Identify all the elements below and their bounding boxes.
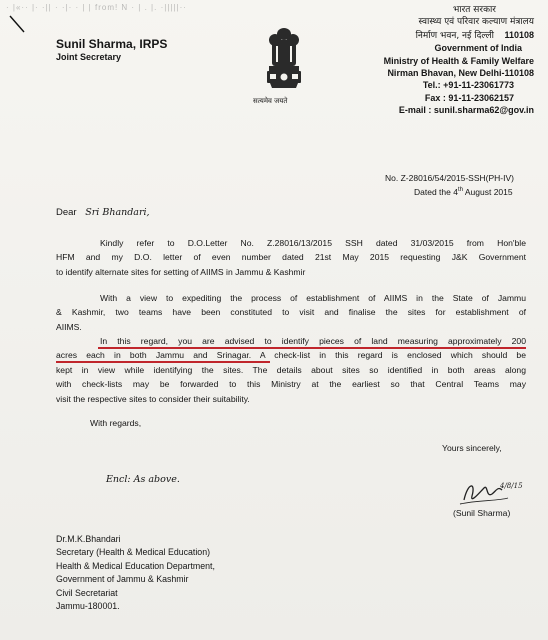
addressee-line: Government of Jammu & Kashmir (56, 574, 189, 585)
letterhead-email: E-mail : sunil.sharma62@gov.in (398, 105, 534, 116)
paragraph-2 (56, 291, 526, 334)
letterhead-tel: Tel.: +91-11-23061773 (422, 80, 514, 91)
paragraph-3-line: kept in view while identifying the sites. The details about sites so identified in both areas along (56, 364, 526, 375)
letterhead-block (384, 4, 534, 117)
addressee-block (56, 533, 215, 613)
paragraph-1-line: HFM and my D.O. letter of even number dated 21st May 2015 requesting J&K Government (56, 252, 526, 263)
letterhead-hindi-1: भारत सरकार (452, 5, 496, 15)
paragraph-3-line: visit the respective sites to consider their suitability. (56, 393, 250, 404)
letterhead-hindi-2: स्वास्थ्य एवं परिवार कल्याण मंत्रालय (418, 17, 534, 28)
letterhead-hindi-3-row (384, 29, 534, 42)
letterhead-address: Nirman Bhavan, New Delhi-110108 (387, 68, 534, 79)
paragraph-3-line: In this regard, you are advised to identify pieces of land measuring approximately 200 (100, 336, 526, 346)
red-underline-2 (56, 361, 270, 363)
paragraph-3-line: with check-lists may be forwarded to this Ministry at the earliest so that Central Teams may (56, 379, 526, 390)
closing-line: With regards, (90, 418, 142, 428)
paragraph-2-line: AIIMS. (56, 321, 82, 332)
addressee-line: Dr.M.K.Bhandari (56, 534, 121, 544)
letterhead-hindi-pin: 110108 (504, 29, 534, 40)
addressee-line: Health & Medical Education Department, (56, 560, 215, 571)
addressee-line: Secretary (Health & Medical Education) (56, 547, 211, 558)
paragraph-2-line: With a view to expediting the process of establishment of AIIMS in the State of Jammu (100, 293, 526, 303)
signatory-name: (Sunil Sharma) (453, 508, 511, 518)
paragraph-2-line: & Kashmir, two teams have been constituted to visit and finalise the sites for establishment of (56, 307, 526, 318)
date-prefix: Dated the 4 (414, 186, 458, 197)
letterhead-hindi-3: निर्माण भवन, नई दिल्ली (415, 30, 494, 41)
paragraph-1 (56, 236, 526, 279)
date-sup: th (457, 187, 463, 193)
paragraph-1-line: to identify alternate sites for setting of AIIMS in Jammu & Kashmir (56, 266, 306, 277)
salutation-printed: Dear (56, 207, 77, 218)
paragraph-3-line: acres each in both Jammu and Srinagar. A check-list in this regard is enclosed which should be (56, 350, 526, 361)
salutation (56, 207, 150, 218)
pen-slash-mark (8, 14, 26, 34)
letterhead-gov: Government of India (434, 43, 522, 54)
fax-header: · |«·· |· ·|| · ·|· · | | from! N · | . |. ·|||||·· (6, 3, 187, 12)
salutation-handwritten: Sri Bhandari, (85, 207, 150, 218)
reference-date (385, 184, 514, 198)
yours-sincerely: Yours sincerely, (442, 443, 502, 453)
date-suffix: August 2015 (462, 186, 513, 197)
red-underline-1 (98, 347, 526, 349)
paragraph-3 (56, 334, 526, 406)
signature-date-mark: 4/8/15 (500, 482, 523, 490)
reference-number: No. Z-28016/54/2015-SSH(PH-IV) (385, 173, 514, 183)
sender-title: Joint Secretary (56, 52, 122, 62)
reference-block (385, 172, 514, 198)
letterhead-ministry: Ministry of Health & Family Welfare (383, 55, 534, 66)
sender-name: Sunil Sharma, IRPS (56, 37, 168, 51)
letterhead-fax: Fax : 91-11-23062157 (424, 92, 514, 103)
enclosure-note: Encl: As above. (106, 474, 180, 485)
paragraph-1-line: Kindly refer to D.O.Letter No. Z.28016/13/2015 SSH dated 31/03/2015 from Hon'ble (100, 238, 526, 248)
emblem-motto: सत्यमेव जयते (253, 97, 288, 105)
addressee-line: Jammu-180001. (56, 601, 120, 612)
addressee-line: Civil Secretariat (56, 587, 118, 598)
